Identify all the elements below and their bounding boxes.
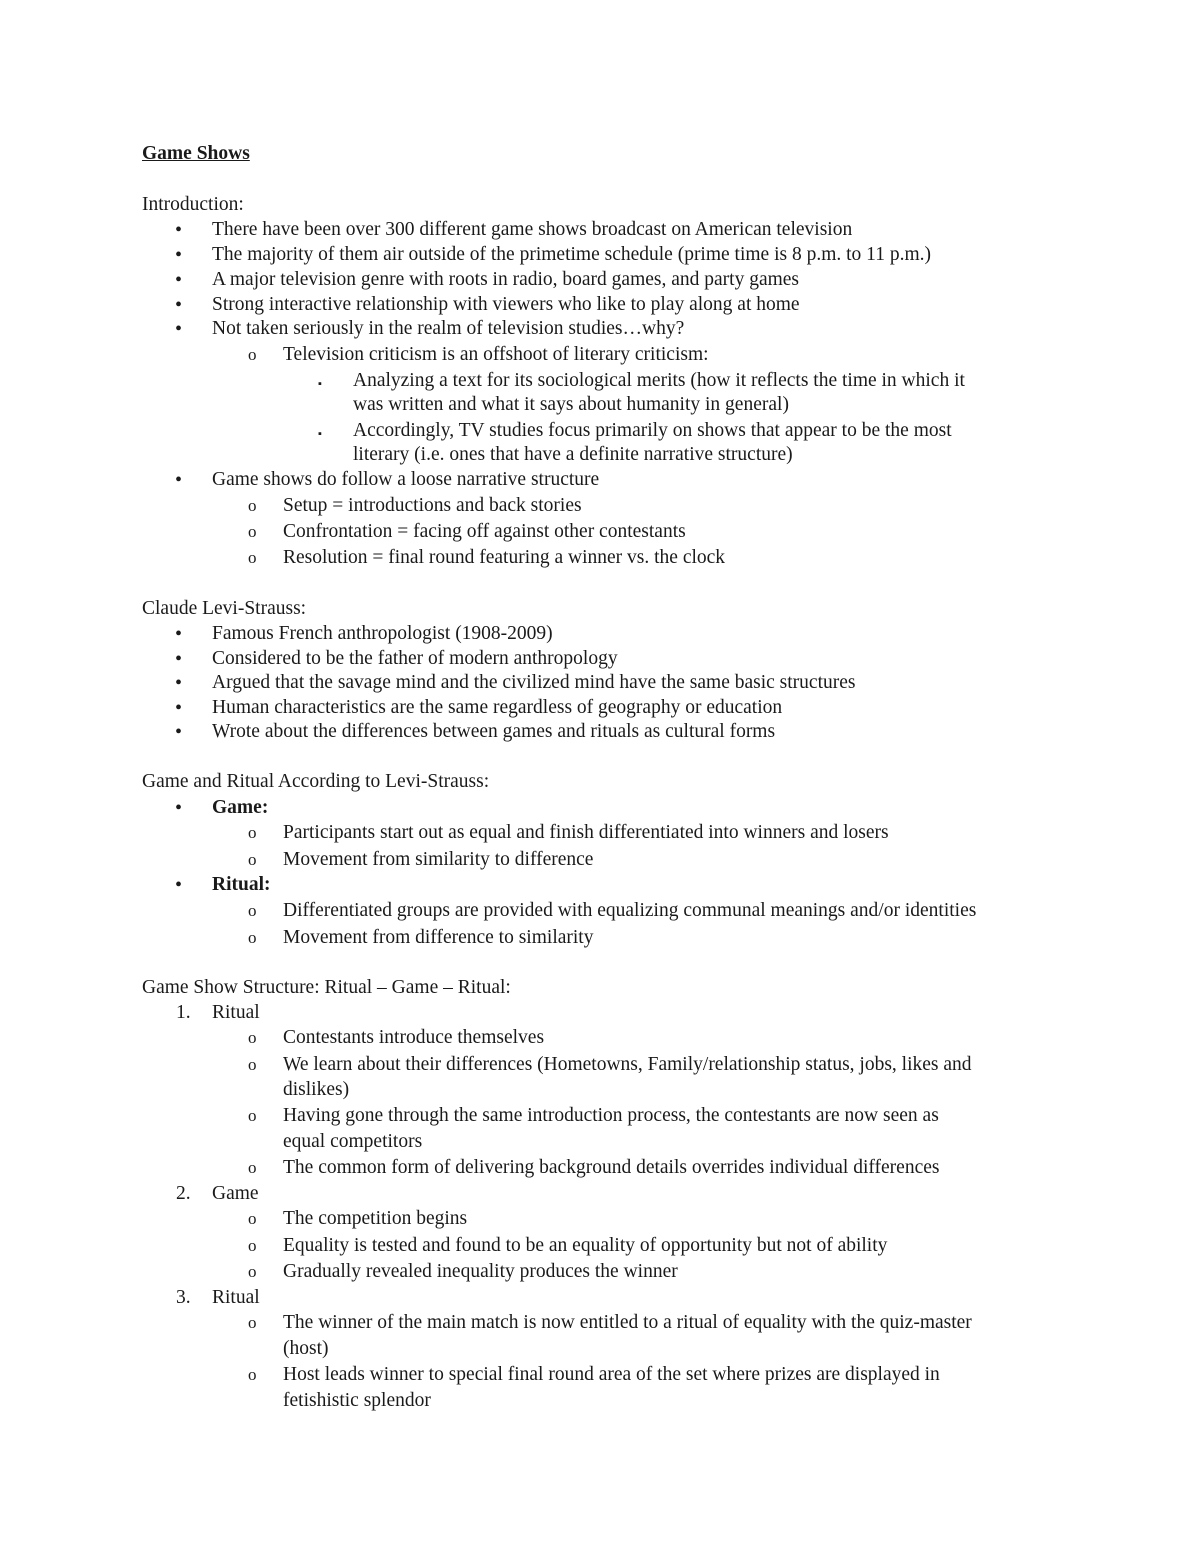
sub-list-item-text: (host) [283,1338,329,1359]
sub-list-item-text: Gradually revealed inequality produces the winner [283,1261,678,1282]
section-heading: Claude Levi-Strauss: [142,598,307,619]
section-heading: Game and Ritual According to Levi-Strauss: [142,771,490,792]
bullet-circle-icon: o [248,1365,257,1384]
sub-list-item-text: Participants start out as equal and finish differentiated into winners and losers [283,822,889,843]
bullet-disc-icon: • [175,623,183,645]
sub-list-item-text: equal competitors [283,1131,423,1152]
list-item-text: The majority of them air outside of the primetime schedule (prime time is 8 p.m. to 11 p.m.) [212,244,931,265]
bullet-circle-icon: o [248,901,257,920]
list-item-text: Ritual: [212,874,271,895]
bullet-disc-icon: • [175,294,183,316]
sub-list-item-text: Resolution = final round featuring a winner vs. the clock [283,547,726,568]
bullet-disc-icon: • [175,648,183,670]
sub-sub-list-item-text: literary (i.e. ones that have a definite narrative structure) [353,444,793,465]
sub-list-item-text: Having gone through the same introduction process, the contestants are now seen as [283,1105,939,1126]
list-item-text: Game: [212,797,269,818]
sub-list-item-text: Movement from difference to similarity [283,927,594,948]
bullet-disc-icon: • [175,697,183,719]
list-item-text: Human characteristics are the same regardless of geography or education [212,697,783,718]
bullet-circle-icon: o [248,1313,257,1332]
sub-list-item-text: Contestants introduce themselves [283,1027,545,1048]
list-item-text: There have been over 300 different game shows broadcast on American television [212,219,853,240]
bullet-circle-icon: o [248,823,257,842]
sub-sub-list-item-text: Accordingly, TV studies focus primarily on shows that appear to be the most [353,420,952,441]
bullet-disc-icon: • [175,318,183,340]
numbered-item-text: Ritual [212,1287,260,1308]
list-item-text: Famous French anthropologist (1908-2009) [212,623,553,644]
bullet-circle-icon: o [248,522,257,541]
numbered-item-text: Ritual [212,1002,260,1023]
bullet-disc-icon: • [175,672,183,694]
sub-sub-list-item-text: Analyzing a text for its sociological merits (how it reflects the time in which it [353,370,965,391]
sub-list-item-text: dislikes) [283,1079,350,1100]
section-heading: Game Show Structure: Ritual – Game – Ritual: [142,977,511,998]
bullet-circle-icon: o [248,1158,257,1177]
bullet-disc-icon: • [175,797,183,819]
sub-list-item-text: Movement from similarity to difference [283,849,594,870]
sub-list-item-text: We learn about their differences (Hometowns, Family/relationship status, jobs, likes and [283,1054,972,1075]
bullet-disc-icon: • [175,721,183,743]
bullet-circle-icon: o [248,1209,257,1228]
bullet-circle-icon: o [248,1236,257,1255]
sub-list-item-text: Equality is tested and found to be an equality of opportunity but not of ability [283,1235,888,1256]
list-item-text: A major television genre with roots in radio, board games, and party games [212,269,800,290]
bullet-circle-icon: o [248,850,257,869]
bullet-disc-icon: • [175,269,183,291]
sub-list-item-text: Confrontation = facing off against other contestants [283,521,686,542]
bullet-circle-icon: o [248,1106,257,1125]
list-number: 1. [176,1002,191,1023]
sub-list-item-text: Television criticism is an offshoot of literary criticism: [283,344,709,365]
bullet-circle-icon: o [248,1028,257,1047]
sub-list-item-text: Host leads winner to special final round area of the set where prizes are displayed in [283,1364,940,1385]
sub-sub-list-item-text: was written and what it says about humanity in general) [353,394,789,415]
bullet-disc-icon: • [175,244,183,266]
sub-list-item-text: The winner of the main match is now entitled to a ritual of equality with the quiz-master [283,1312,972,1333]
bullet-circle-icon: o [248,345,257,364]
sub-list-item-text: Setup = introductions and back stories [283,495,582,516]
bullet-circle-icon: o [248,496,257,515]
bullet-circle-icon: o [248,1262,257,1281]
document-title: Game Shows [142,143,250,164]
list-item-text: Argued that the savage mind and the civilized mind have the same basic structures [212,672,856,693]
bullet-disc-icon: • [175,469,183,491]
sub-list-item-text: fetishistic splendor [283,1390,431,1411]
bullet-circle-icon: o [248,548,257,567]
bullet-circle-icon: o [248,1055,257,1074]
list-number: 2. [176,1183,191,1204]
bullet-square-icon: ▪ [318,428,322,440]
list-item-text: Strong interactive relationship with viewers who like to play along at home [212,294,800,315]
sub-list-item-text: The common form of delivering background details overrides individual differences [283,1157,940,1178]
list-item-text: Game shows do follow a loose narrative structure [212,469,600,490]
bullet-circle-icon: o [248,928,257,947]
section-heading: Introduction: [142,194,244,215]
sub-list-item-text: Differentiated groups are provided with equalizing communal meanings and/or identities [283,900,977,921]
list-number: 3. [176,1287,191,1308]
bullet-disc-icon: • [175,219,183,241]
sub-list-item-text: The competition begins [283,1208,468,1229]
bullet-square-icon: ▪ [318,378,322,390]
bullet-disc-icon: • [175,874,183,896]
list-item-text: Not taken seriously in the realm of television studies…why? [212,318,685,339]
numbered-item-text: Game [212,1183,259,1204]
list-item-text: Wrote about the differences between games and rituals as cultural forms [212,721,776,742]
list-item-text: Considered to be the father of modern anthropology [212,648,618,669]
